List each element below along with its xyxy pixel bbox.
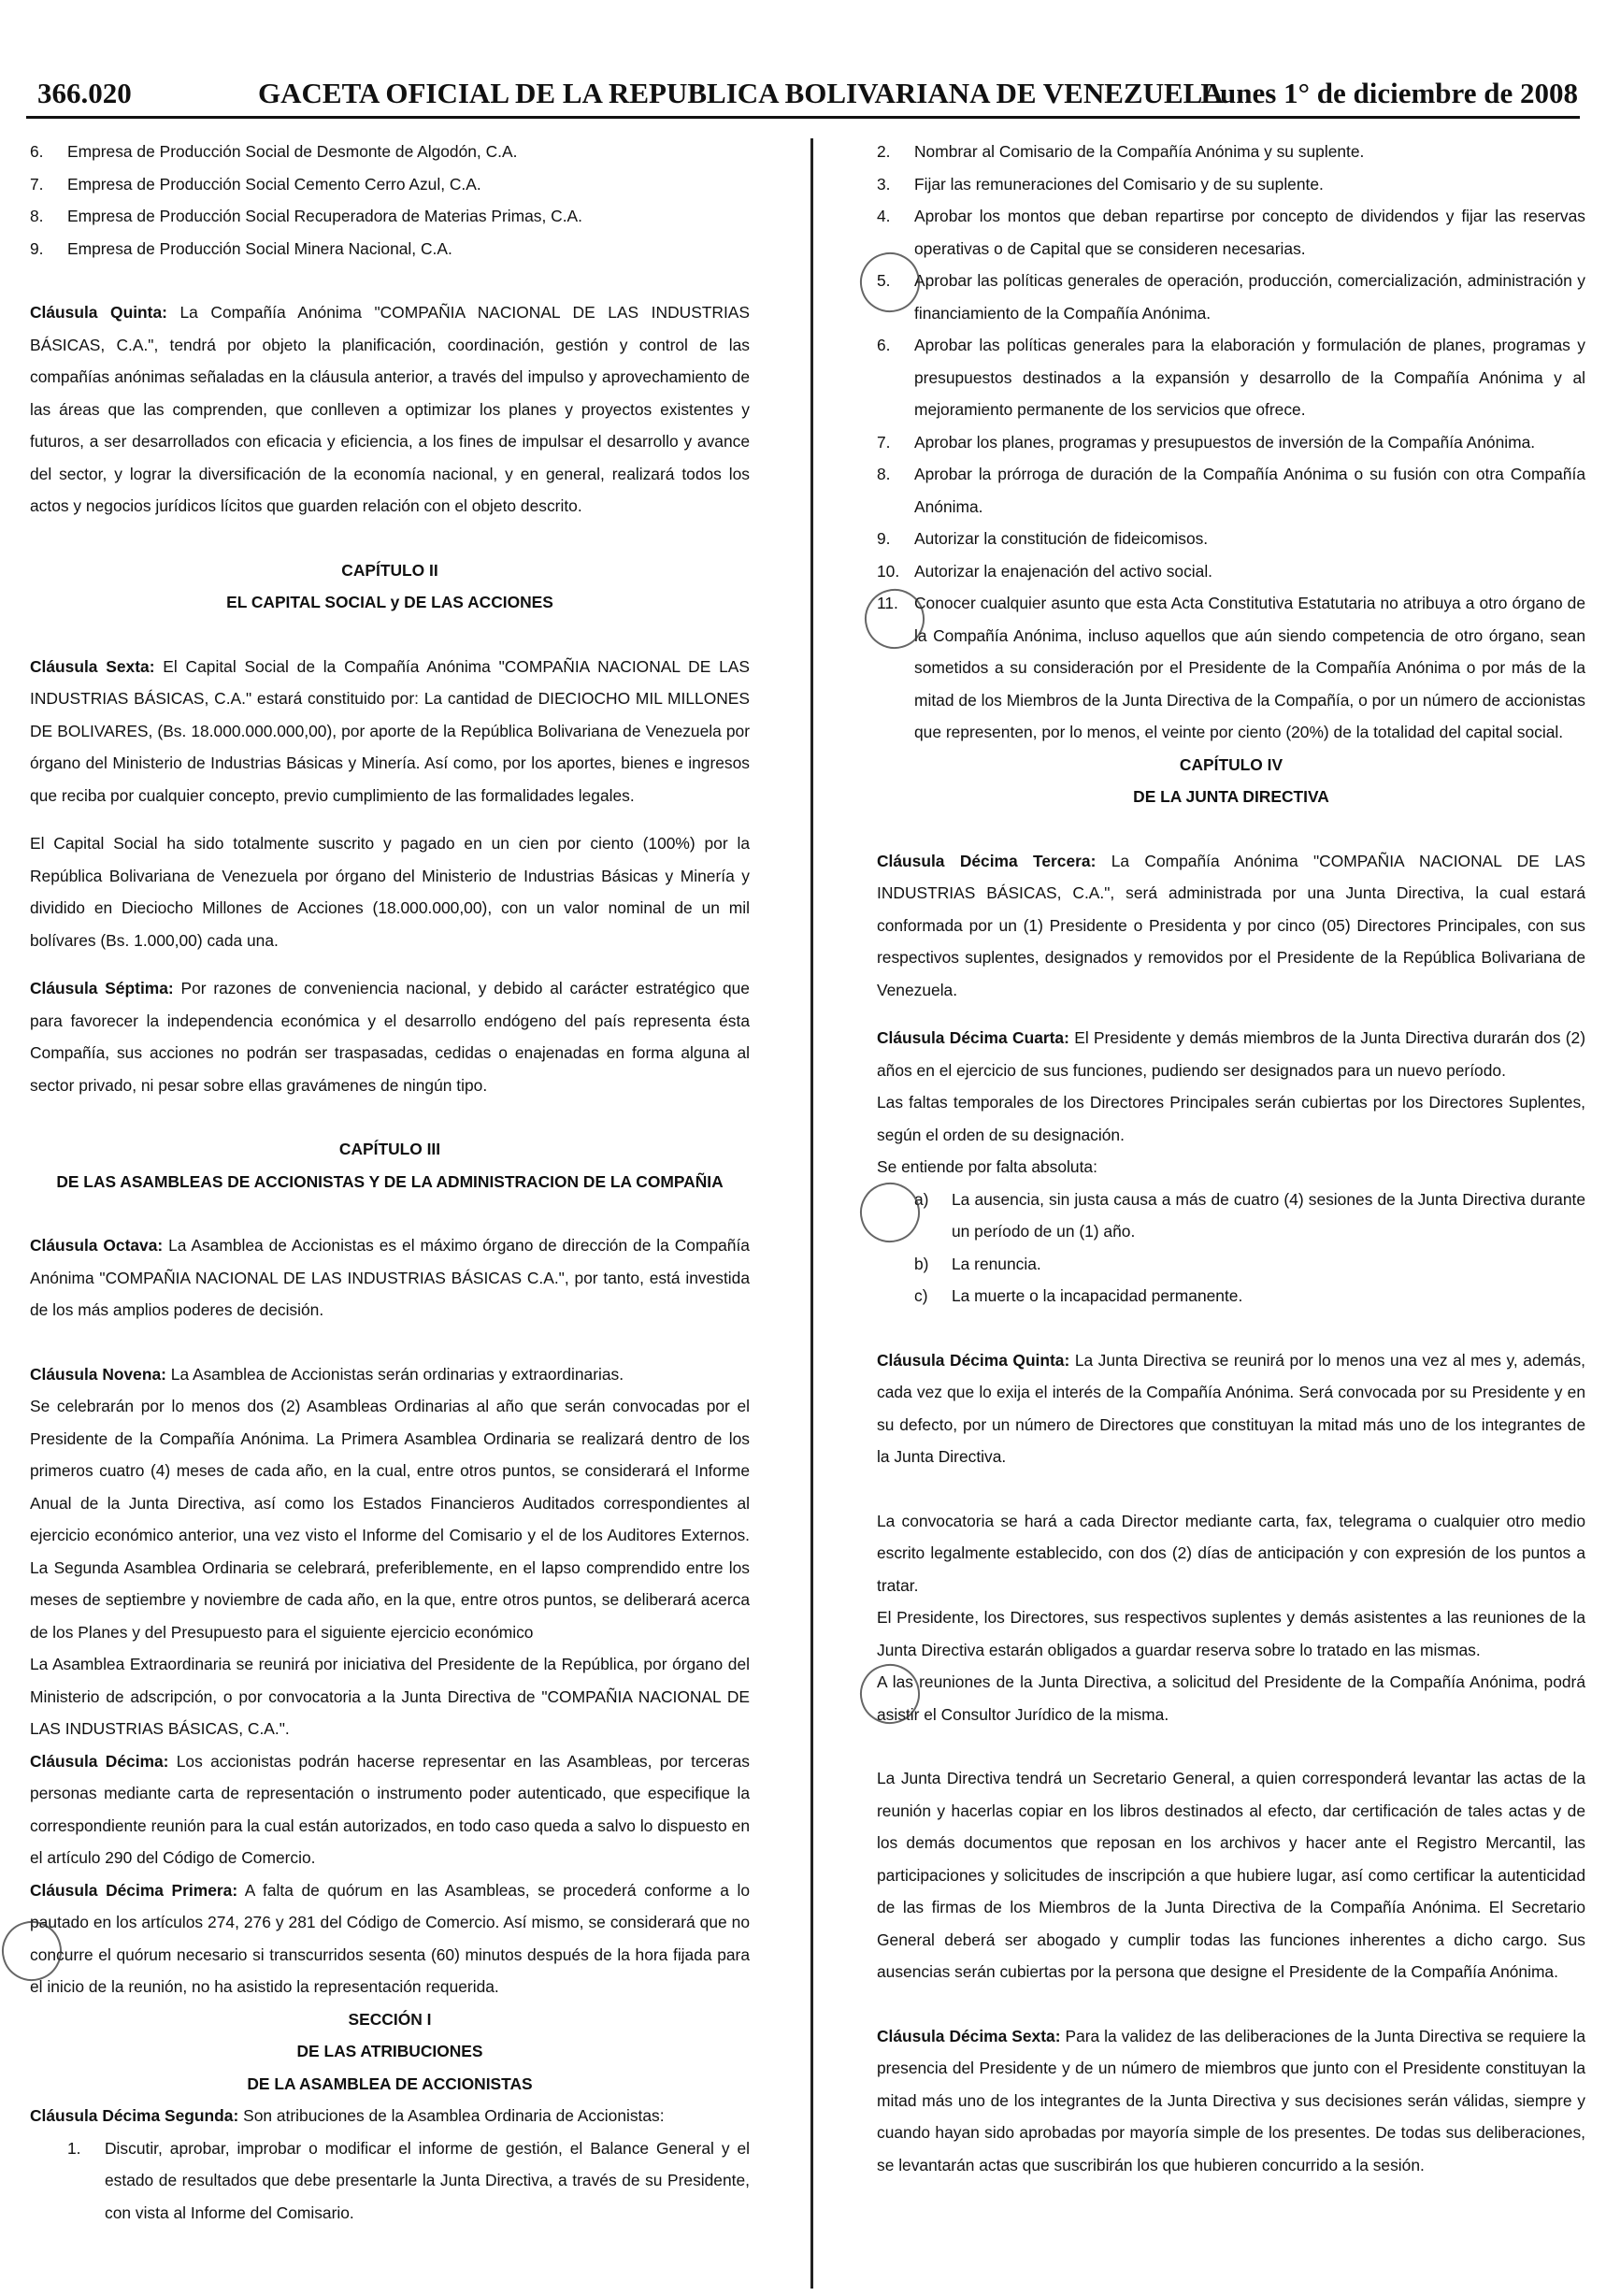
list-item-text: Aprobar los montos que deban repartirse por concepto de dividendos y fijar las reservas operativas o de Capital que se consideren necesarias. bbox=[914, 207, 1585, 258]
list-item bbox=[877, 523, 1585, 555]
clausula-decima: Cláusula Décima: Los accionistas podrán hacerse representar en las Asambleas, por terceras personas mediante carta de representación o instrumento poder autenticado, que especifique la correspondiente reunión para la cual están autorizados, en todo caso queda a salvo lo dispuesto en el artículo 290 del Código de Comercio. bbox=[30, 1751, 750, 1867]
list-item-number: 7. bbox=[877, 432, 891, 452]
reserva-paragraph: El Presidente, los Directores, sus respectivos suplentes y demás asistentes a las reuniones de la Junta Directiva estarán obligados a guardar reserva sobre lo tratado en las mismas. bbox=[877, 1608, 1585, 1659]
list-item-number: 6. bbox=[877, 336, 891, 354]
chapter-title: CAPÍTULO II bbox=[341, 560, 438, 580]
clausula-label: Cláusula Décima Segunda: bbox=[30, 2106, 239, 2125]
list-item bbox=[877, 458, 1585, 523]
clausula-quinta: Cláusula Quinta: La Compañía Anónima "COMPAÑIA NACIONAL DE LAS INDUSTRIAS BÁSICAS, C.A.", tendrá por objeto la planificación, coordinación, gestión y control de las compañías anónimas señaladas en la cláusula anterior, a través del impulso y aprovechamiento de las áreas que las comprenden, que conlleven a optimizar los planes y proyectos existentes y futuros, a ser desarrollados con eficacia y eficiencia, a los fines de impulsar el desarrollo y avance del sector, y lograr la diversificación de la economía nacional, y en general, realizará todos los actos y negocios jurídicos lícitos que guarden relación con el objeto descrito. bbox=[30, 303, 751, 515]
clausula-decima-quinta: Cláusula Décima Quinta: La Junta Directiva se reunirá por lo menos una vez al mes y, además, cada vez que lo exija el interés de la Compañía Anónima. Será convocada por su Presidente y en su defecto, por un número de Directores que constituyan la mitad más uno de los integrantes de la Junta Directiva. bbox=[877, 1350, 1585, 1466]
header-rule bbox=[26, 116, 1580, 119]
clausula-octava: Cláusula Octava: La Asamblea de Accionistas es el máximo órgano de dirección de la Compañía Anónima "COMPAÑIA NACIONAL DE LAS INDUSTRIAS BÁSICAS C.A.", por tanto, está investida de los más amplios poderes de decisión. bbox=[30, 1236, 750, 1319]
gazette-header bbox=[37, 77, 1578, 120]
list-item-text: La muerte o la incapacidad permanente. bbox=[952, 1286, 1243, 1305]
list-item-number: 5. bbox=[877, 271, 891, 290]
list-item bbox=[877, 1184, 1585, 1248]
list-item-number: 8. bbox=[877, 465, 891, 483]
clausula-label: Cláusula Décima Quinta: bbox=[877, 1350, 1070, 1370]
list-item-text: Empresa de Producción Social Minera Nacional, C.A. bbox=[67, 238, 452, 258]
list-item-number: 4. bbox=[877, 207, 891, 225]
list-item-number: 3. bbox=[877, 174, 891, 194]
list-item bbox=[877, 1280, 1585, 1313]
list-item-number: a) bbox=[914, 1189, 929, 1209]
list-item-text: Autorizar la enajenación del activo social. bbox=[914, 561, 1213, 581]
atribuciones-list bbox=[877, 136, 1585, 749]
list-item-number: b) bbox=[914, 1254, 929, 1273]
section-title: SECCIÓN I bbox=[348, 2009, 432, 2029]
clausula-sexta: Cláusula Sexta: El Capital Social de la Compañía Anónima "COMPAÑIA NACIONAL DE LAS INDUSTRIAS BÁSICAS, C.A." estará constituido por: La cantidad de DIECIOCHO MIL MILLONES DE BOLIVARES, (Bs. 18.000.000.000,00), por aporte de la República Bolivariana de Venezuela por órgano del Ministerio de Industrias Básicas y Minería. Así como, por los aportes, bienes e ingresos que reciba por cualquier concepto, previo cumplimiento de las formalidades legales. bbox=[30, 656, 751, 805]
list-item bbox=[877, 555, 1585, 588]
consultor-paragraph: A las reuniones de la Junta Directiva, a solicitud del Presidente de la Compañía Anónima, podrá asistir el Consultor Jurídico de la misma. bbox=[877, 1672, 1585, 1724]
convocatoria-paragraph: La convocatoria se hará a cada Director mediante carta, fax, telegrama o cualquier otro medio escrito legalmente establecido, con dos (2) días de anticipación y con expresión de los puntos a tratar. bbox=[877, 1511, 1585, 1595]
clausula-label: Cláusula Décima Sexta: bbox=[877, 2026, 1061, 2045]
company-list bbox=[30, 136, 750, 265]
chapter-title: CAPÍTULO III bbox=[338, 1140, 441, 1158]
clausula-novena: Cláusula Novena: La Asamblea de Accionistas serán ordinarias y extraordinarias. bbox=[30, 1364, 624, 1384]
faltas-paragraph: Las faltas temporales de los Directores Principales serán cubiertas por los Directores Suplentes, según el orden de su designación. bbox=[877, 1093, 1585, 1144]
list-item-text: Aprobar las políticas generales para la elaboración y formulación de planes, programas y presupuestos destinados a la expansión y desarrollo de la Compañía Anónima y al mejoramiento permanente de los servicios que ofrece. bbox=[914, 336, 1585, 419]
list-item bbox=[877, 329, 1585, 426]
clausula-label: Cláusula Décima Tercera: bbox=[877, 851, 1097, 870]
page-number: 366.020 bbox=[37, 77, 132, 109]
capital-paragraph: El Capital Social ha sido totalmente suscrito y pagado en un cien por ciento (100%) por la República Bolivariana de Venezuela por órgano del Ministerio de Industrias Básicas y Minería y dividido en Dieciocho Millones de Acciones (18.000.000,00), con un valor nominal de un mil bolívares (Bs. 1.000,00) cada una. bbox=[30, 834, 750, 950]
list-item bbox=[877, 587, 1585, 749]
list-item-text: Conocer cualquier asunto que esta Acta Constitutiva Estatutaria no atribuya a otro órgano de la Compañía Anónima, incluso aquellos que aún siendo competencia de otro órgano, sean sometidos a su consideración por el Presidente de la Compañía Anónima o por más de la mitad de los Miembros de la Junta Directiva de la Compañía, o por un número de accionistas que representen, por lo menos, el veinte por ciento (20%) de la totalidad del capital social. bbox=[914, 594, 1585, 741]
list-item-number: 2. bbox=[877, 142, 891, 161]
list-item-number: 11. bbox=[877, 594, 898, 612]
list-item-text: Empresa de Producción Social Recuperadora de Materias Primas, C.A. bbox=[67, 207, 582, 225]
clausula-label: Cláusula Séptima: bbox=[30, 979, 174, 997]
list-item-text: La renuncia. bbox=[952, 1254, 1041, 1273]
gazette-title: GACETA OFICIAL DE LA REPUBLICA BOLIVARIANA DE VENEZUELA bbox=[258, 77, 1224, 109]
section-subtitle: DE LAS ATRIBUCIONES bbox=[296, 2042, 483, 2060]
clausula-label: Cláusula Octava: bbox=[30, 1236, 164, 1255]
novena-paragraph-2: Se celebrarán por lo menos dos (2) Asambleas Ordinarias al año que serán convocadas por el Presidente de la Compañía Anónima. La Primera Asamblea Ordinaria se realizará dentro de los primeros cuatro (4) meses de cada año, en la cual, entre otros puntos, se considerará el Informe Anual de la Junta Directiva, así como los Estados Financieros Auditados correspondientes al ejercicio económico anterior, una vez visto el Informe del Comisario y el de los Auditores Externos. La Segunda Asamblea Ordinaria se celebrará, preferiblemente, en el lapso comprendido entre los meses de septiembre y noviembre de cada año, en la que, entre otros puntos, se deliberará acerca de los Planes y del Presupuesto para el siguiente ejercicio económico bbox=[30, 1397, 750, 1642]
list-item bbox=[30, 200, 750, 233]
secretario-paragraph: La Junta Directiva tendrá un Secretario General, a quien corresponderá levantar las actas de la reunión y hacerlas copiar en los libros destinados al efecto, dar certificación de tales actas y de los demás documentos que reposan en los archivos y hacer ante el Registro Mercantil, las participaciones y solicitudes de inscripción a que hubiere lugar, así como certificar la autenticidad de las firmas de los Miembros de la Junta Directiva de la Compañía Anónima. El Secretario General deberá ser abogado y cumplir todas las funciones inherentes a dicho cargo. Sus ausencias serán cubiertas por la persona que designe el Presidente de la Compañía Anónima. bbox=[877, 1769, 1585, 1981]
list-item bbox=[877, 1248, 1585, 1281]
list-item-number: 10. bbox=[877, 561, 900, 581]
list-item-text: Aprobar las políticas generales de operación, producción, comercialización, administración y financiamiento de la Compañía Anónima. bbox=[914, 271, 1585, 323]
list-item-number: 9. bbox=[30, 238, 44, 258]
chapter-subtitle: EL CAPITAL SOCIAL y DE LAS ACCIONES bbox=[226, 593, 553, 611]
clausula-label: Cláusula Quinta: bbox=[30, 303, 167, 322]
chapter-title: CAPÍTULO IV bbox=[1179, 754, 1283, 774]
clausula-decima-segunda: Cláusula Décima Segunda: Son atribuciones de la Asamblea Ordinaria de Accionistas: bbox=[30, 2106, 665, 2125]
list-item bbox=[877, 265, 1585, 329]
clausula-decima-sexta: Cláusula Décima Sexta: Para la validez de las deliberaciones de la Junta Directiva se requiere la presencia del Presidente y de un número de miembros que junto con el Presidente constituyan la mitad más uno de los integrantes de la Junta Directiva y sus decisiones serán válidas, siempre y cuando hayan sido aprobadas por mayoría simple de los presentes. De todas sus deliberaciones, se levantarán actas que suscribirán los que hubieren concurrido a la sesión. bbox=[877, 2026, 1585, 2174]
list-item bbox=[30, 168, 750, 201]
right-column bbox=[877, 136, 1585, 2181]
list-item bbox=[30, 136, 750, 168]
clausula-decima-tercera: Cláusula Décima Tercera: La Compañía Anónima "COMPAÑIA NACIONAL DE LAS INDUSTRIAS BÁSICAS, C.A.", será administrada por una Junta Directiva, la cual estará conformada por un (1) Presidente o Presidenta y por cinco (05) Directores Principales, con sus respectivos suplentes, designados y removidos por el Presidente de la República Bolivariana de Venezuela. bbox=[877, 851, 1585, 999]
falta-absoluta: Se entiende por falta absoluta: bbox=[877, 1157, 1097, 1176]
chapter-subtitle: DE LA JUNTA DIRECTIVA bbox=[1133, 787, 1329, 806]
list-item-text: La ausencia, sin justa causa a más de cuatro (4) sesiones de la Junta Directiva durante un período de un (1) año. bbox=[952, 1189, 1585, 1241]
list-item bbox=[877, 136, 1585, 168]
section-subtitle: DE LA ASAMBLEA DE ACCIONISTAS bbox=[247, 2074, 533, 2093]
list-item bbox=[877, 426, 1585, 459]
left-column bbox=[30, 136, 750, 2229]
list-item: 1. Discutir, aprobar, improbar o modificar el informe de gestión, el Balance General y el estado de resultados que debe presentarle la Junta Directiva, a través de su Presidente, con vista al Informe del Comisario. bbox=[67, 2138, 750, 2222]
clausula-label: Cláusula Novena: bbox=[30, 1364, 166, 1384]
list-item-number: 6. bbox=[30, 142, 44, 161]
list-item-text: Empresa de Producción Social Cemento Cerro Azul, C.A. bbox=[67, 174, 481, 194]
clausula-label: Cláusula Décima Cuarta: bbox=[877, 1028, 1069, 1047]
list-item-number: c) bbox=[914, 1286, 928, 1305]
list-item-number: 7. bbox=[30, 174, 44, 194]
list-item bbox=[877, 168, 1585, 201]
chapter-subtitle: DE LAS ASAMBLEAS DE ACCIONISTAS Y DE LA ADMINISTRACION DE LA COMPAÑIA bbox=[56, 1171, 724, 1191]
list-item-number: 8. bbox=[30, 207, 44, 225]
list-item-text: Aprobar los planes, programas y presupuestos de inversión de la Compañía Anónima. bbox=[914, 432, 1536, 452]
list-item-text: Autorizar la constitución de fideicomisos. bbox=[914, 529, 1209, 548]
faltas-list bbox=[877, 1184, 1585, 1313]
clausula-label: Cláusula Sexta: bbox=[30, 656, 155, 676]
clausula-label: Cláusula Décima: bbox=[30, 1751, 169, 1771]
list-item-text: Fijar las remuneraciones del Comisario y de su suplente. bbox=[914, 174, 1324, 194]
list-item-text: Nombrar al Comisario de la Compañía Anónima y su suplente. bbox=[914, 142, 1365, 161]
clausula-septima: Cláusula Séptima: Por razones de conveniencia nacional, y debido al carácter estratégico que para favorecer la independencia económica y el desarrollo endógeno del país representa ésta Compañía, sus acciones no podrán ser traspasadas, cedidas o enajenadas en forma alguna al sector privado, ni pesar sobre ellas gravámenes de ningún tipo. bbox=[30, 979, 750, 1095]
list-item-text: Empresa de Producción Social de Desmonte de Algodón, C.A. bbox=[67, 142, 518, 161]
clausula-decima-cuarta: Cláusula Décima Cuarta: El Presidente y demás miembros de la Junta Directiva durarán dos (2) años en el ejercicio de sus funciones, pudiendo ser designados para un nuevo período. bbox=[877, 1028, 1585, 1080]
list-item bbox=[30, 233, 750, 265]
list-item-text: Aprobar la prórroga de duración de la Compañía Anónima o su fusión con otra Compañía Anónima. bbox=[914, 465, 1585, 516]
issue-date: Lunes 1° de diciembre de 2008 bbox=[1200, 77, 1578, 109]
novena-paragraph-3: La Asamblea Extraordinaria se reunirá por iniciativa del Presidente de la República, por órgano del Ministerio de adscripción, o por convocatoria a la Junta Directiva de "COMPAÑIA NACIONAL DE LAS INDUSTRIAS BÁSICAS, C.A.". bbox=[30, 1655, 750, 1738]
column-divider bbox=[810, 138, 813, 2289]
list-item-number: 9. bbox=[877, 529, 891, 548]
list-item bbox=[877, 200, 1585, 265]
clausula-decima-primera: Cláusula Décima Primera: A falta de quórum en las Asambleas, se procederá conforme a lo pautado en los artículos 274, 276 y 281 del Código de Comercio. Así mismo, se considerará que no concurre el quórum necesario si transcurridos sesenta (60) minutos después de la hora fijada para el inicio de la reunión, no ha asistido la representación requerida. bbox=[30, 1880, 750, 1996]
clausula-label: Cláusula Décima Primera: bbox=[30, 1880, 238, 1900]
